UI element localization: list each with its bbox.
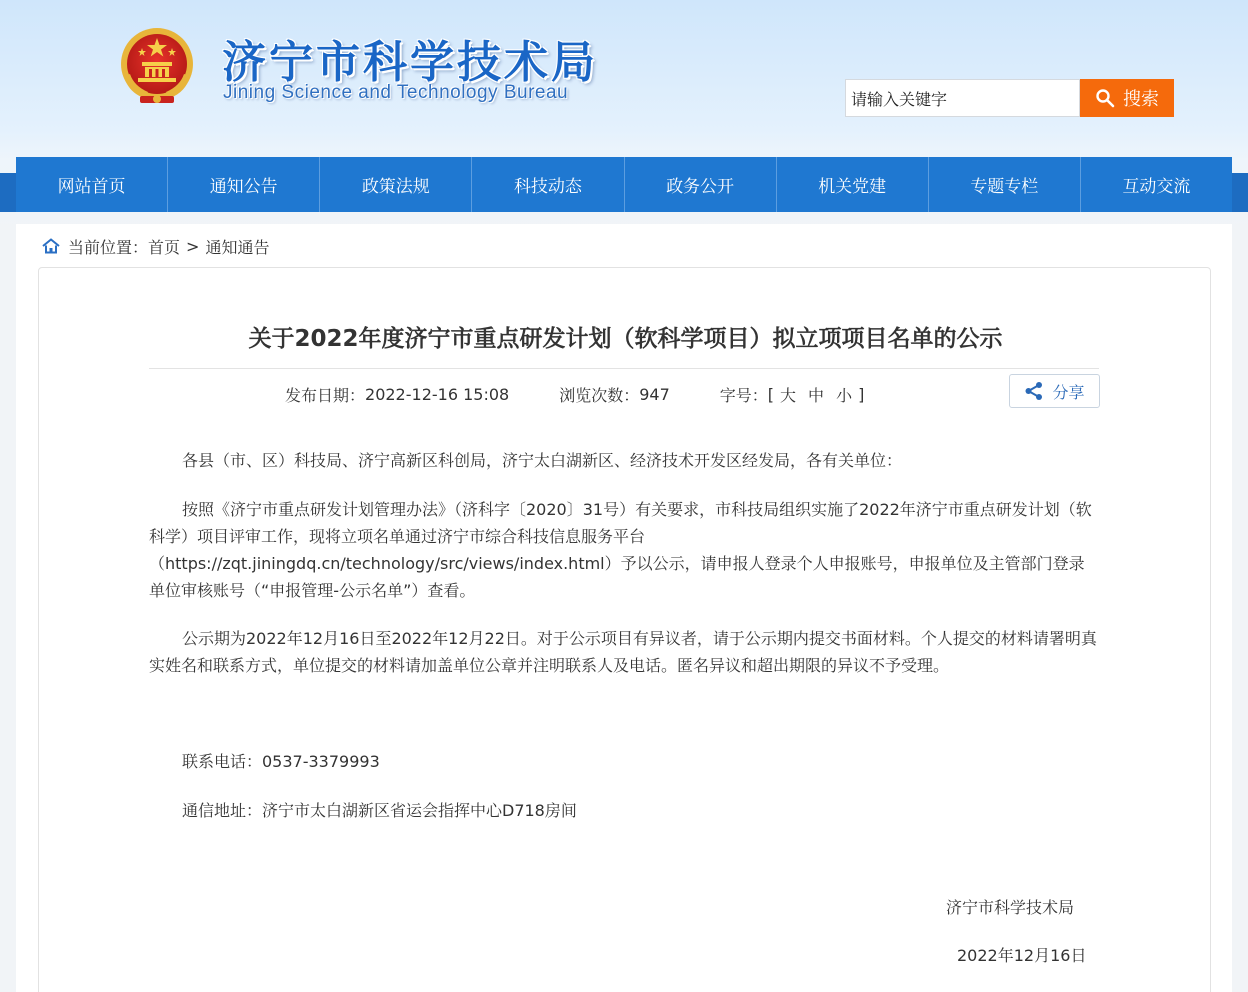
contact-phone: 联系电话：0537-3379993 (182, 752, 380, 771)
breadcrumb (42, 234, 269, 258)
publish-date: 2022-12-16 15:08 (365, 384, 510, 404)
font-size-large-button[interactable]: 大 (780, 385, 797, 405)
breadcrumb-current-link[interactable]: 通知通告 (205, 237, 270, 257)
sign-date: 2022年12月16日 (957, 946, 1087, 965)
views-label: 浏览次数： (559, 385, 640, 405)
nav-item-notices[interactable]: 通知公告 (168, 157, 320, 212)
breadcrumb-separator: > (186, 236, 200, 256)
views-count: 947 (639, 384, 670, 404)
site-subtitle: Jining Science and Technology Bureau (223, 82, 569, 103)
paragraph-notice: 按照《济宁市重点研发计划管理办法》（济科字〔2020〕31号）有关要求，市科技局组织实施了2022年济宁市重点研发计划（软科学）项目评审工作，现将立项名单通过济宁市综合科技信息服务平台（https://zqt.jiningdq.cn/technology/src/views/index.html）予以公示，请申报人登录个人申报账号，申报单位及主管部门登录单位审核账号（“申报管理-公示名单”）查看。 (149, 500, 1092, 600)
breadcrumb-home-link[interactable]: 首页 (148, 237, 181, 257)
publish-date-label: 发布日期： (285, 385, 366, 405)
nav-item-home[interactable]: 网站首页 (16, 157, 168, 212)
search-icon (1095, 88, 1115, 108)
national-emblem-icon (118, 26, 196, 106)
article-title: 关于2022年度济宁市重点研发计划（软科学项目）拟立项项目名单的公示 (248, 326, 1003, 352)
nav-item-policies[interactable]: 政策法规 (320, 157, 472, 212)
share-label: 分享 (1052, 382, 1085, 402)
font-size-label: 字号： (719, 385, 768, 405)
paragraph-period: 公示期为2022年12月16日至2022年12月22日。对于公示项目有异议者，请于公示期内提交书面材料。个人提交的材料请署明真实姓名和联系方式，单位提交的材料请加盖单位公章并注明联系人及电话。匿名异议和超出期限的异议不予受理。 (149, 629, 1097, 675)
paragraph-greeting: 各县（市、区）科技局、济宁高新区科创局，济宁太白湖新区、经济技术开发区经发局，各有关单位： (182, 451, 903, 470)
article-meta (285, 381, 864, 407)
font-size-bracket-open: [ (767, 384, 775, 404)
share-button[interactable] (1009, 374, 1100, 408)
nav-item-party-building[interactable]: 机关党建 (777, 157, 929, 212)
search-button[interactable] (1080, 79, 1174, 117)
nav-item-gov-affairs[interactable]: 政务公开 (625, 157, 777, 212)
main-nav (16, 157, 1232, 212)
contact-address: 通信地址：济宁市太白湖新区省运会指挥中心D718房间 (182, 801, 577, 820)
nav-item-special-topics[interactable]: 专题专栏 (929, 157, 1081, 212)
font-size-bracket-close: ] (858, 384, 865, 404)
font-size-small-button[interactable]: 小 (836, 385, 853, 405)
nav-left-edge (0, 173, 16, 212)
search-button-label: 搜索 (1123, 89, 1159, 110)
signature: 济宁市科学技术局 (946, 898, 1075, 917)
nav-item-tech-news[interactable]: 科技动态 (472, 157, 624, 212)
main-content (16, 224, 1232, 992)
article-panel (38, 267, 1211, 992)
main-nav-bar (0, 157, 1248, 212)
font-size-medium-button[interactable]: 中 (808, 385, 825, 405)
site-title: 济宁市科学技术局 (222, 37, 598, 88)
home-icon (42, 238, 60, 254)
breadcrumb-prefix: 当前位置： (68, 237, 149, 257)
search-input[interactable] (845, 79, 1080, 117)
title-divider (149, 368, 1099, 369)
share-icon (1024, 381, 1044, 401)
site-header (0, 0, 1248, 157)
nav-item-interaction[interactable]: 互动交流 (1122, 177, 1191, 197)
nav-right-edge (1232, 173, 1248, 212)
